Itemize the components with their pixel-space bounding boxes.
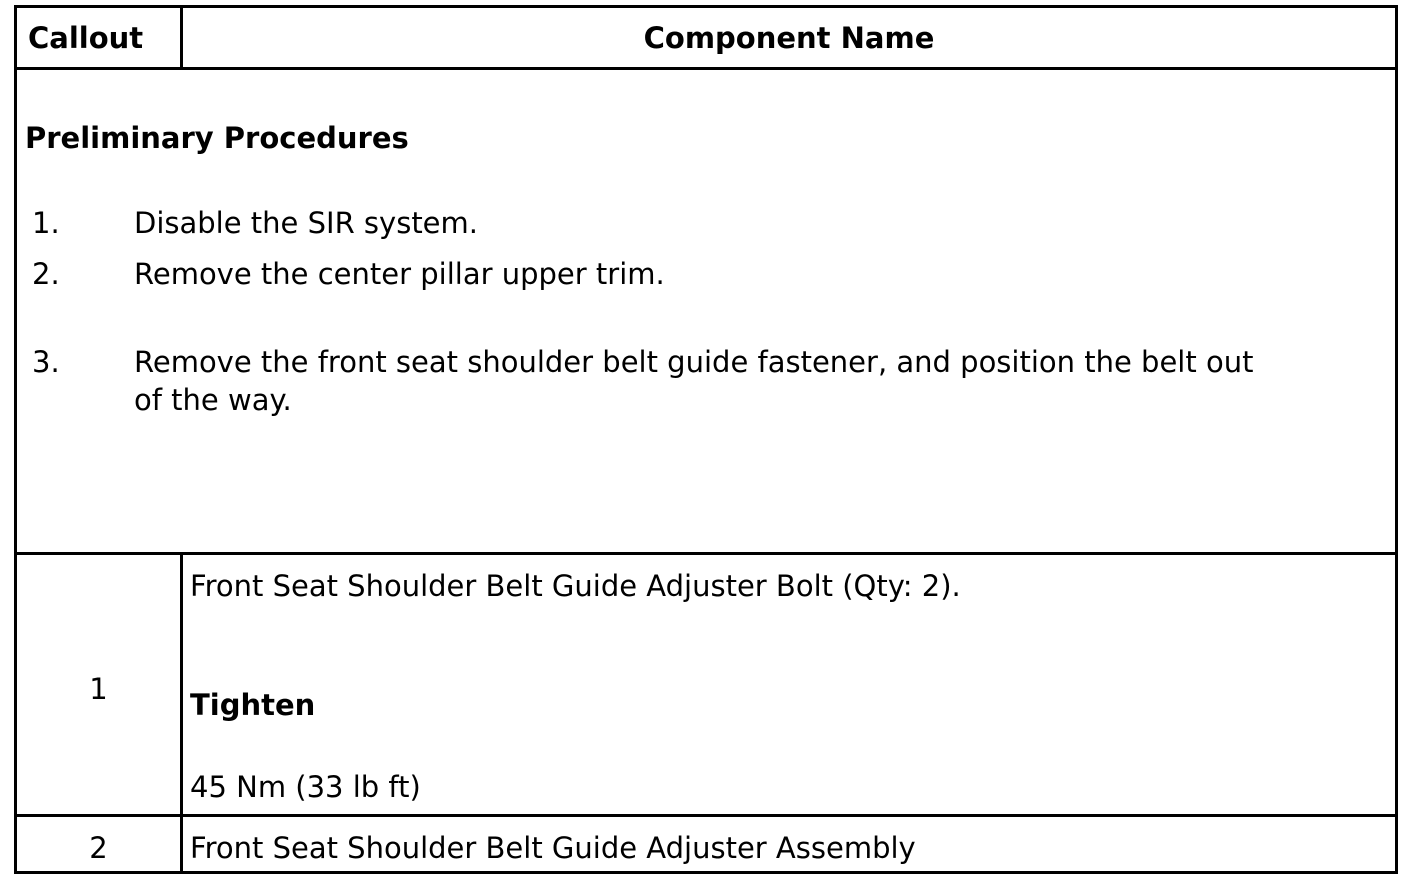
header-divider — [17, 67, 1395, 70]
preliminary-divider — [17, 552, 1395, 555]
header-component-name: Component Name — [643, 21, 935, 55]
row-2-callout: 2 — [89, 831, 108, 865]
step-number: 3. — [32, 345, 60, 379]
row-divider — [17, 814, 1395, 817]
step-text: Remove the front seat shoulder belt guide fastener, and position the belt out of the way. — [134, 345, 1254, 417]
step-text: Remove the center pillar upper trim. — [134, 257, 665, 291]
step-number: 1. — [32, 206, 60, 240]
preliminary-title: Preliminary Procedures — [25, 121, 409, 155]
tighten-label: Tighten — [190, 688, 316, 722]
row-1-callout: 1 — [89, 672, 108, 706]
header-callout: Callout — [28, 21, 144, 55]
row-2-name: Front Seat Shoulder Belt Guide Adjuster Assembly — [190, 831, 916, 865]
body-column-divider — [180, 552, 183, 874]
components-table — [14, 5, 1398, 874]
step-text: Disable the SIR system. — [134, 206, 478, 240]
row-1-name: Front Seat Shoulder Belt Guide Adjuster Bolt (Qty: 2). — [190, 569, 961, 603]
torque-value: 45 Nm (33 lb ft) — [190, 770, 421, 804]
step-number: 2. — [32, 257, 60, 291]
